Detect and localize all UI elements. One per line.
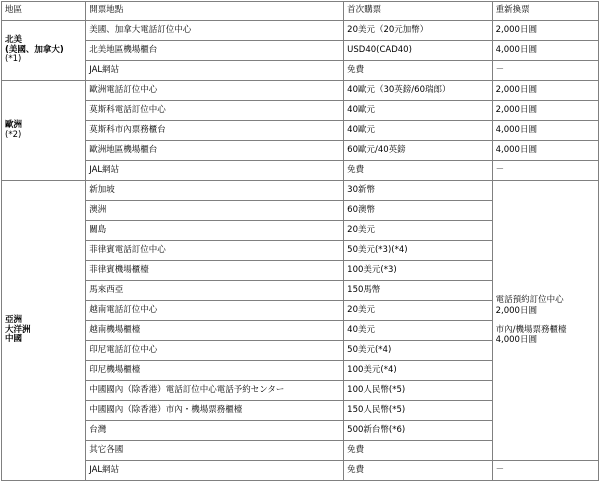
first-fee-cell: 20美元（20元加幣） <box>344 21 492 41</box>
first-fee-cell: 20美元 <box>344 301 492 321</box>
header-rebook: 重新換票 <box>492 2 598 21</box>
place-cell: 莫斯科市內票務櫃台 <box>86 121 344 141</box>
table-row <box>2 101 599 121</box>
first-fee-cell: 50美元(*4) <box>344 341 492 361</box>
rebook-fee-cell: － <box>492 161 598 181</box>
first-fee-cell: 100美元(*4) <box>344 361 492 381</box>
rebook-phone-label: 電話預約訂位中心 <box>495 295 564 306</box>
table-row <box>2 181 599 201</box>
rebook-fee-cell: 2,000日圓 <box>492 81 598 101</box>
first-fee-cell: 20美元 <box>344 221 492 241</box>
first-fee-cell: 免費 <box>344 161 492 181</box>
place-cell: 馬來西亞 <box>86 281 344 301</box>
table-row <box>2 141 599 161</box>
rebook-fee-cell: 4,000日圓 <box>492 41 598 61</box>
table-row <box>2 461 599 481</box>
table-row <box>2 61 599 81</box>
place-cell: 莫斯科電話訂位中心 <box>86 101 344 121</box>
place-cell: 歐洲地區機場櫃台 <box>86 141 344 161</box>
region-name: 北美 <box>5 34 23 45</box>
region-name: 歐洲 <box>5 119 23 130</box>
region-note: (*2) <box>5 129 22 140</box>
region-name-line2: 大洋洲 <box>5 324 31 335</box>
place-cell: 越南機場櫃檯 <box>86 321 344 341</box>
place-cell: 其它各國 <box>86 441 344 461</box>
header-place: 開票地點 <box>86 2 344 21</box>
header-row <box>2 2 599 21</box>
place-cell: 中國國內（除香港）市內・機場票務櫃檯 <box>86 401 344 421</box>
table-row <box>2 41 599 61</box>
place-cell: 美國、加拿大電話訂位中心 <box>86 21 344 41</box>
region-note: (*1) <box>5 54 22 65</box>
region-cell-north-america <box>2 21 86 81</box>
region-name: 亞洲 <box>5 314 23 325</box>
place-cell: 印尼電話訂位中心 <box>86 341 344 361</box>
first-fee-cell: 60歐元/40英鎊 <box>344 141 492 161</box>
place-cell: 菲律賓電話訂位中心 <box>86 241 344 261</box>
place-cell: 歐洲電話訂位中心 <box>86 81 344 101</box>
first-fee-cell: 40美元 <box>344 321 492 341</box>
place-cell: 新加坡 <box>86 181 344 201</box>
first-fee-cell: USD40(CAD40) <box>344 41 492 61</box>
region-cell-europe <box>2 81 86 181</box>
place-cell: 菲律賓機場櫃檯 <box>86 261 344 281</box>
rebook-fee-cell: 2,000日圓 <box>492 101 598 121</box>
first-fee-cell: 40歐元（30英鎊/60瑞郎） <box>344 81 492 101</box>
header-region: 地區 <box>2 2 86 21</box>
first-fee-cell: 免費 <box>344 61 492 81</box>
place-cell: 中國國內（除香港）電話訂位中心電話予約センター <box>86 381 344 401</box>
first-fee-cell: 50美元(*3)(*4) <box>344 241 492 261</box>
first-fee-cell: 150馬幣 <box>344 281 492 301</box>
rebook-fee-merged-cell <box>492 181 598 461</box>
first-fee-cell: 40歐元 <box>344 121 492 141</box>
rebook-fee-cell: － <box>492 461 598 481</box>
first-fee-cell: 30新幣 <box>344 181 492 201</box>
first-fee-cell: 免費 <box>344 441 492 461</box>
table-row <box>2 121 599 141</box>
rebook-fee-cell: － <box>492 61 598 81</box>
first-fee-cell: 100美元(*3) <box>344 261 492 281</box>
region-cell-asia-oceania-china <box>2 181 86 481</box>
place-cell: JAL網站 <box>86 61 344 81</box>
place-cell: 台灣 <box>86 421 344 441</box>
rebook-counter-fee: 4,000日圓 <box>495 335 537 346</box>
place-cell: 印尼機場櫃檯 <box>86 361 344 381</box>
rebook-counter-label: 市內/機場票務櫃檯 <box>495 324 567 335</box>
rebook-fee-cell: 4,000日圓 <box>492 121 598 141</box>
table-row <box>2 161 599 181</box>
rebook-phone-fee: 2,000日圓 <box>495 305 537 316</box>
first-fee-cell: 500新台幣(*6) <box>344 421 492 441</box>
table-row <box>2 21 599 41</box>
first-fee-cell: 40歐元 <box>344 101 492 121</box>
place-cell: 關島 <box>86 221 344 241</box>
ticketing-fee-table <box>1 1 599 481</box>
place-cell: JAL網站 <box>86 161 344 181</box>
place-cell: 北美地區機場櫃台 <box>86 41 344 61</box>
place-cell: JAL網站 <box>86 461 344 481</box>
rebook-fee-cell: 2,000日圓 <box>492 21 598 41</box>
header-first-purchase: 首次購票 <box>344 2 492 21</box>
first-fee-cell: 免費 <box>344 461 492 481</box>
place-cell: 越南電話訂位中心 <box>86 301 344 321</box>
first-fee-cell: 60澳幣 <box>344 201 492 221</box>
region-subname: (美國、加拿大) <box>5 44 64 55</box>
first-fee-cell: 150人民幣(*5) <box>344 401 492 421</box>
table-row <box>2 81 599 101</box>
place-cell: 澳洲 <box>86 201 344 221</box>
first-fee-cell: 100人民幣(*5) <box>344 381 492 401</box>
rebook-fee-cell: 4,000日圓 <box>492 141 598 161</box>
region-name-line3: 中國 <box>5 334 23 345</box>
